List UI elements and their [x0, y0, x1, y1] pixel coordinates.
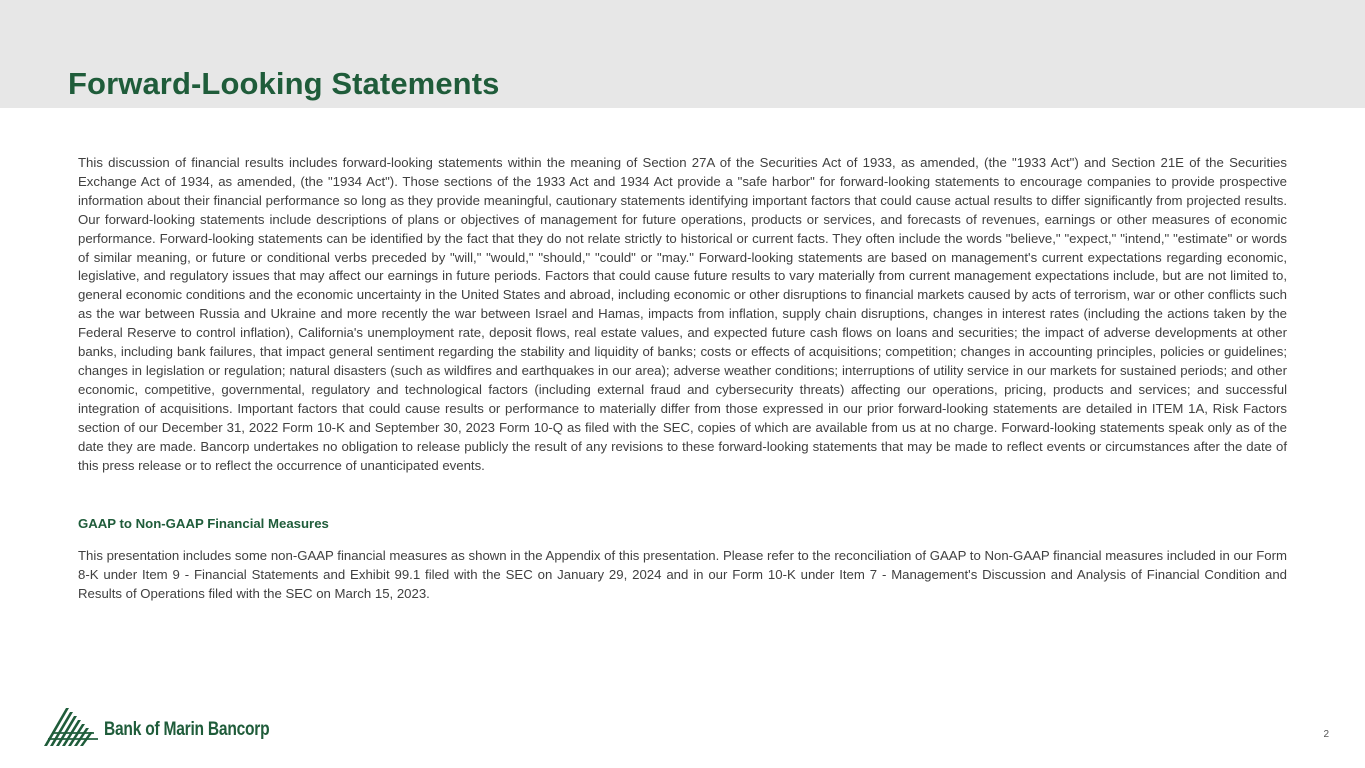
non-gaap-heading: GAAP to Non-GAAP Financial Measures [78, 516, 329, 531]
logo-wordmark: Bank of Marin Bancorp [104, 719, 270, 740]
page-number: 2 [1323, 729, 1329, 740]
page-title: Forward-Looking Statements [68, 66, 500, 101]
forward-looking-disclaimer: This discussion of financial results includes forward-looking statements within the meaning of Section 27A of the Securities Act of 1933, as amended, (the "1933 Act") and Section 21E of the Securities Exchange Act of 1934, as amended, (the "1934 Act"). Those sections of the 1933 Act and 1934 Act provide a "safe harbor" for forward-looking statements to encourage companies to provide prospective information about their financial performance so long as they provide meaningful, cautionary statements identifying important factors that could cause actual results to differ significantly from projected results. Our forward-looking statements include descriptions of plans or objectives of management for future operations, products or services, and forecasts of revenues, earnings or other measures of economic performance. Forward-looking statements can be identified by the fact that they do not relate strictly to historical or current facts. They often include the words "believe," "expect," "intend," "estimate" or words of similar meaning, or future or conditional verbs preceded by "will," "would," "should," "could" or "may." Forward-looking statements are based on management's current expectations regarding economic, legislative, and regulatory issues that may affect our earnings in future periods. Factors that could cause future results to vary materially from current management expectations include, but are not limited to, general economic conditions and the economic uncertainty in the United States and abroad, including economic or other disruptions to financial markets caused by acts of terrorism, war or other conflicts such as the war between Russia and Ukraine and more recently the war between Israel and Hamas, impacts from inflation, supply chain disruptions, changes in interest rates (including the actions taken by the Federal Reserve to control inflation), California's unemployment rate, deposit flows, real estate values, and expected future cash flows on loans and securities; the impact of adverse developments at other banks, including bank failures, that impact general sentiment regarding the stability and liquidity of banks; costs or effects of acquisitions; competition; changes in accounting principles, policies or guidelines; changes in legislation or regulation; natural disasters (such as wildfires and earthquakes in our area); adverse weather conditions; interruptions of utility service in our markets for sustained periods; and other economic, competitive, governmental, regulatory and technological factors (including external fraud and cybersecurity threats) affecting our operations, pricing, products and services; and successful integration of acquisitions. Important factors that could cause results or performance to materially differ from those expressed in our prior forward-looking statements are detailed in ITEM 1A, Risk Factors section of our December 31, 2022 Form 10-K and September 30, 2023 Form 10-Q as filed with the SEC, copies of which are available from us at no charge. Forward-looking statements speak only as of the date they are made. Bancorp undertakes no obligation to release publicly the result of any revisions to these forward-looking statements that may be made to reflect events or circumstances after the date of this press release or to reflect the occurrence of unanticipated events. [78, 155, 1287, 473]
non-gaap-paragraph: This presentation includes some non-GAAP financial measures as shown in the Appendix of this presentation. Please refer to the reconciliation of GAAP to Non-GAAP financial measures included in our Form 8-K under Item 9 - Financial Statements and Exhibit 99.1 filed with the SEC on January 29, 2024 and in our Form 10-K under Item 7 - Management's Discussion and Analysis of Financial Condition and Results of Operations filed with the SEC on March 15, 2023. [78, 548, 1287, 601]
bank-logo-icon [42, 704, 100, 748]
company-logo [42, 704, 292, 748]
